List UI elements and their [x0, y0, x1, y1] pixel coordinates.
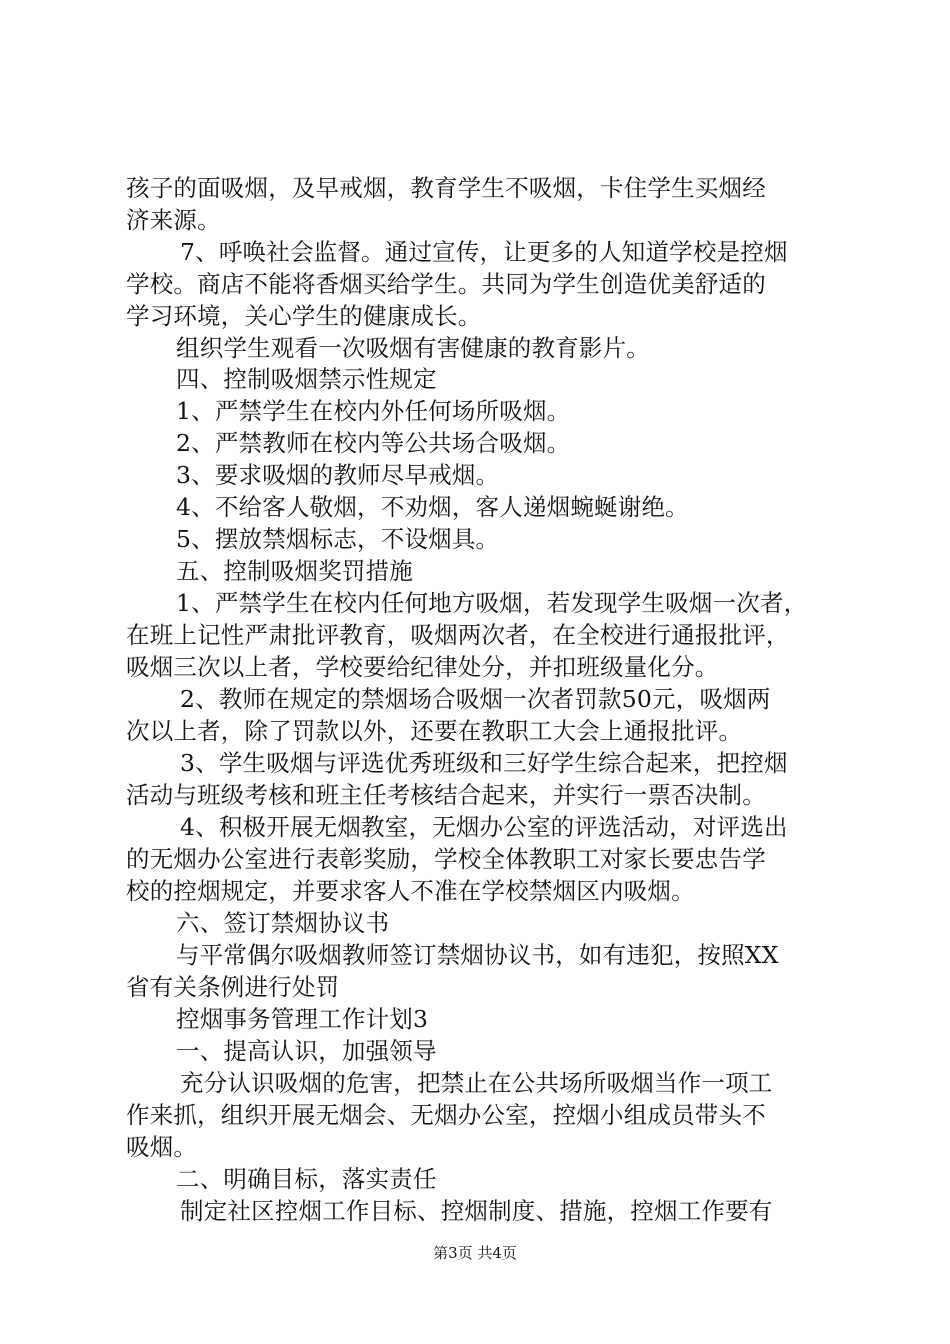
text-line: 省有关条例进行处罚	[126, 973, 340, 1001]
text-line: 学校。商店不能将香烟买给学生。共同为学生创造优美舒适的	[126, 270, 766, 298]
text-line: 4、不给客人敬烟，不劝烟，客人递烟蜿蜒谢绝。	[176, 493, 689, 521]
text-line: 1、严禁学生在校内任何地方吸烟，若发现学生吸烟一次者，	[176, 589, 808, 617]
text-line: 作来抓，组织开展无烟会、无烟办公室，控烟小组成员带头不	[126, 1101, 766, 1129]
text-line: 校的控烟规定，并要求客人不准在学校禁烟区内吸烟。	[126, 877, 695, 905]
text-line: 活动与班级考核和班主任考核结合起来，并实行一票否决制。	[126, 781, 766, 809]
text-line: 充分认识吸烟的危害，把禁止在公共场所吸烟当作一项工	[180, 1069, 773, 1097]
text-line: 组织学生观看一次吸烟有害健康的教育影片。	[176, 334, 650, 362]
text-line: 吸烟三次以上者，学校要给纪律处分，并扣班级量化分。	[126, 653, 719, 681]
text-line: 济来源。	[126, 206, 221, 234]
text-line: 4、积极开展无烟教室，无烟办公室的评选活动，对评选出	[180, 813, 788, 841]
text-line: 1、严禁学生在校内外任何场所吸烟。	[176, 397, 571, 425]
text-line: 2、教师在规定的禁烟场合吸烟一次者罚款50元，吸烟两	[180, 685, 771, 713]
section-heading: 六、签订禁烟协议书	[176, 909, 390, 937]
document-subtitle: 控烟事务管理工作计划3	[176, 1005, 429, 1033]
text-line: 吸烟。	[126, 1133, 198, 1161]
text-line: 2、严禁教师在校内等公共场合吸烟。	[176, 429, 571, 457]
text-line: 制定社区控烟工作目标、控烟制度、措施，控烟工作要有	[180, 1197, 773, 1225]
text-line: 次以上者，除了罚款以外，还要在教职工大会上通报批评。	[126, 717, 743, 745]
text-line: 在班上记性严肃批评教育，吸烟两次者，在全校进行通报批评，	[126, 621, 790, 649]
section-heading: 二、明确目标，落实责任	[176, 1165, 437, 1193]
section-heading: 四、控制吸烟禁示性规定	[176, 365, 437, 393]
text-line: 3、学生吸烟与评选优秀班级和三好学生综合起来，把控烟	[180, 749, 788, 777]
text-line: 孩子的面吸烟，及早戒烟，教育学生不吸烟，卡住学生买烟经	[126, 174, 766, 202]
text-line: 3、要求吸烟的教师尽早戒烟。	[176, 461, 500, 489]
section-heading: 五、控制吸烟奖罚措施	[176, 557, 413, 585]
text-line: 学习环境，关心学生的健康成长。	[126, 302, 482, 330]
text-line: 5、摆放禁烟标志，不设烟具。	[176, 525, 500, 553]
text-line: 的无烟办公室进行表彰奖励，学校全体教职工对家长要忠告学	[126, 845, 766, 873]
page-number-footer: 第3页 共4页	[433, 1244, 517, 1262]
text-line: 与平常偶尔吸烟教师签订禁烟协议书，如有违犯，按照XX	[176, 941, 779, 969]
section-heading: 一、提高认识，加强领导	[176, 1037, 437, 1065]
text-line: 7、呼唤社会监督。通过宣传，让更多的人知道学校是控烟	[180, 238, 788, 266]
